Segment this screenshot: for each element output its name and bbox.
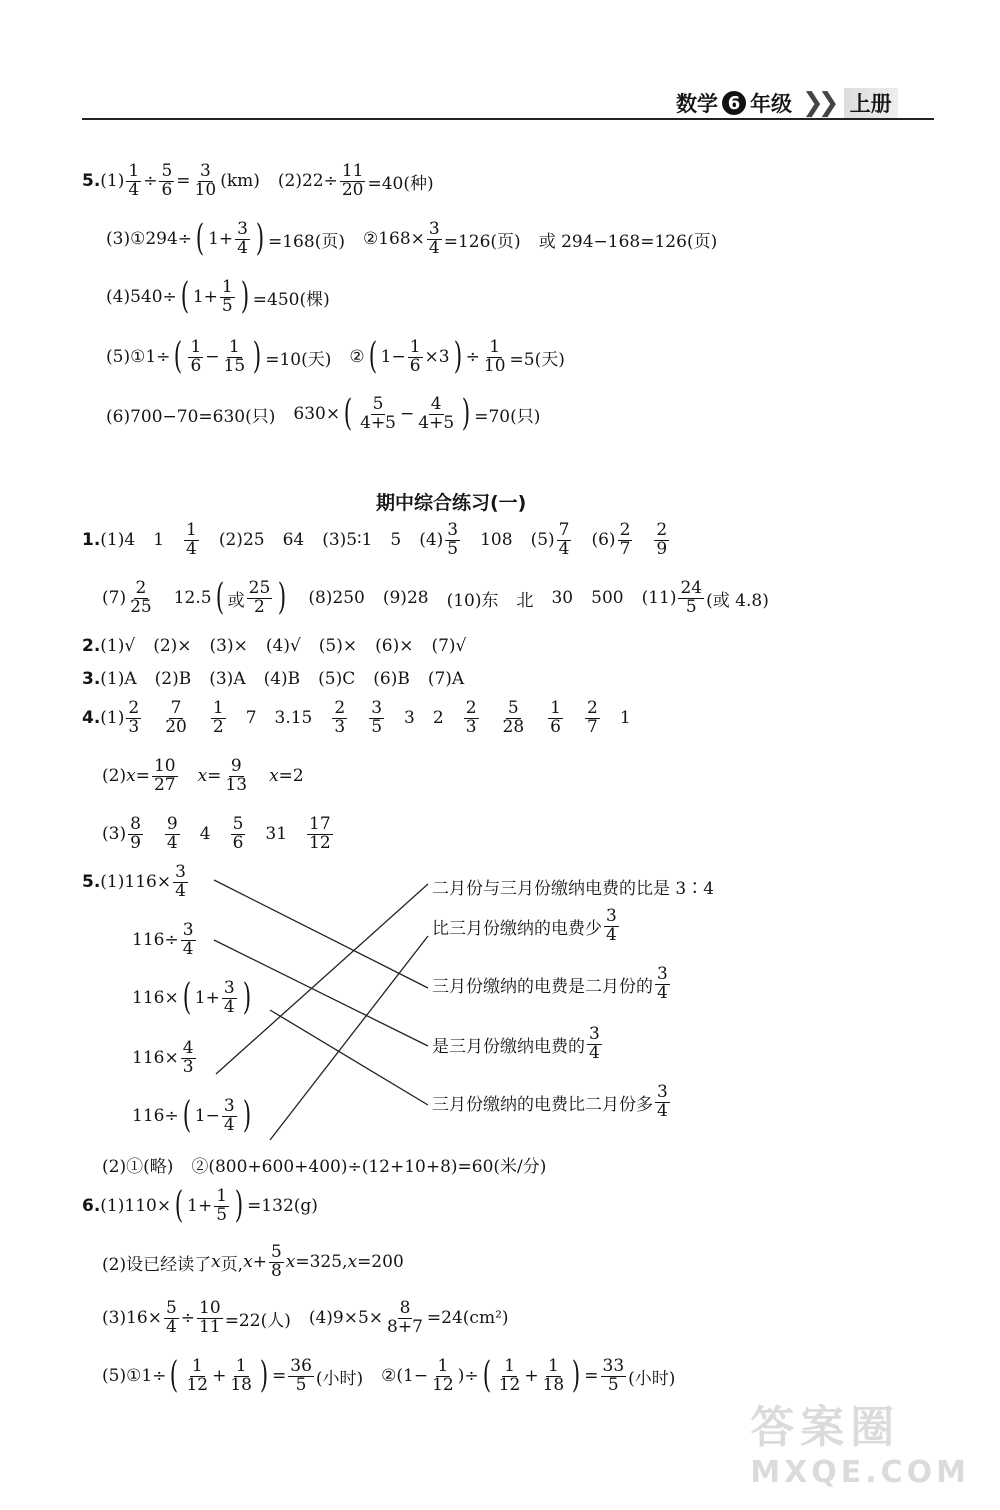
grade-suffix: 年级 xyxy=(750,92,792,116)
answer-5-1: 5. (1) $\frac{1}{4}$ ÷ $\frac{5}{6}$ = $\frac{3}{10}$ (km) (2)22÷ $\frac{11}{20}$ =40(种) xyxy=(82,161,434,200)
section-title: 期中综合练习(一) xyxy=(376,492,527,514)
answer-6-5: (5)①1÷ ( $\frac{1}{12}$ + $\frac{1}{18}$ ) = $\frac{36}{5}$ (小时) ②(1− $\frac{1}{12}$ )÷ ( $\frac{1}{12}$ + $\frac{1}{18}$ ) = $\frac{33}{5}$ (小时) xyxy=(102,1355,676,1397)
match-left-3: 116× ( 1+ $\frac{3}{4}$ ) xyxy=(132,977,251,1019)
volume-label: 上册 xyxy=(844,88,898,118)
match-right-1: 二月份与三月份缴纳电费的比是 3∶4 xyxy=(432,879,715,899)
double-chevron-icon: ❯❯ xyxy=(802,88,834,118)
answer-4-2: (2) x = $\frac{10}{27}$ x = $\frac{9}{13}$ x =2 xyxy=(102,756,304,795)
answer-6-2: (2)设已经读了 x 页, x + $\frac{5}{8}$ x =325, x =200 xyxy=(102,1242,404,1281)
answer-5-3: (3)①294÷ ( 1+ $\frac{3}{4}$ ) =168(页) ②168× $\frac{3}{4}$ =126(页) 或 294−168=126(页) xyxy=(106,218,718,260)
match-left-4: 116× $\frac{4}{3}$ xyxy=(132,1038,194,1077)
answer-5-5: (5)①1÷ ( $\frac{1}{6}$ − $\frac{1}{15}$ ) =10(天) ② ( 1− $\frac{1}{6}$ ×3 ) ÷ $\frac{1}{10}$ =5(天) xyxy=(106,336,565,378)
match-right-5: 三月份缴纳的电费比二月份多 $\frac{3}{4}$ xyxy=(432,1082,668,1121)
watermark-line2: MXQE.COM xyxy=(750,1455,970,1490)
match-right-2: 比三月份缴纳的电费少 $\frac{3}{4}$ xyxy=(432,906,617,945)
answer-5-2: (2)①(略) ②(800+600+400)÷(12+10+8)=60(米/分) xyxy=(102,1157,547,1177)
answer-1-part2: (7) $\frac{2}{25}$ 12.5 ( 或 $\frac{25}{2}$ ) (8)250 (9)28 (10)东 北 30 500 (11) $\frac{24}{5}$ (或 4.8) xyxy=(102,577,769,619)
answer-6-1: 6. (1)110× ( 1+ $\frac{1}{5}$ ) =132(g) xyxy=(82,1185,318,1227)
answer-3: 3. (1)A (2)B (3)A (4)B (5)C (6)B (7)A xyxy=(82,669,465,689)
match-left-5: 116÷ ( 1− $\frac{3}{4}$ ) xyxy=(132,1095,251,1137)
answer-4-3: (3) $\frac{8}{9}$ $\frac{9}{4}$ 4 $\frac{5}{6}$ 31 $\frac{17}{12}$ xyxy=(102,814,331,853)
subject-label: 数学 xyxy=(676,92,718,116)
watermark-line1: 答案圈 xyxy=(750,1402,901,1453)
watermark xyxy=(750,1391,970,1490)
grade-badge: 6 xyxy=(722,91,746,115)
match-left-1: 5. (1)116× $\frac{3}{4}$ xyxy=(82,862,186,901)
answer-2: 2. (1)√ (2)× (3)× (4)√ (5)× (6)× (7)√ xyxy=(82,636,467,656)
answer-4-1: 4. (1) $\frac{2}{3}$ $\frac{7}{20}$ $\frac{1}{2}$ 7 3.15 $\frac{2}{3}$ $\frac{3}{5}$ 3 2 $\frac{2}{3}$ $\frac{5}{28}$ $\frac{1}{6}$ $\frac{2}{7}$ 1 xyxy=(82,698,631,737)
answer-5-6: (6)700−70=630(只) 630× ( $\frac{5}{4+5}$ − $\frac{4}{4+5}$ ) =70(只) xyxy=(106,393,541,435)
match-right-4: 是三月份缴纳电费的 $\frac{3}{4}$ xyxy=(432,1024,600,1063)
answer-1-part1: 1. (1)4 1 $\frac{1}{4}$ (2)25 64 (3)5∶1 5 (4) $\frac{3}{5}$ 108 (5) $\frac{7}{4}$ (6) $\frac{2}{7}$ $\frac{2}{9}$ xyxy=(82,520,668,559)
match-left-2: 116÷ $\frac{3}{4}$ xyxy=(132,920,194,959)
answer-6-3-4: (3)16× $\frac{5}{4}$ ÷ $\frac{10}{11}$ =22(人) (4)9×5× $\frac{8}{8+7}$ =24(cm²) xyxy=(102,1298,509,1337)
answer-5-4: (4)540÷ ( 1+ $\frac{1}{5}$ ) =450(棵) xyxy=(106,276,330,318)
match-right-3: 三月份缴纳的电费是二月份的 $\frac{3}{4}$ xyxy=(432,964,668,1003)
